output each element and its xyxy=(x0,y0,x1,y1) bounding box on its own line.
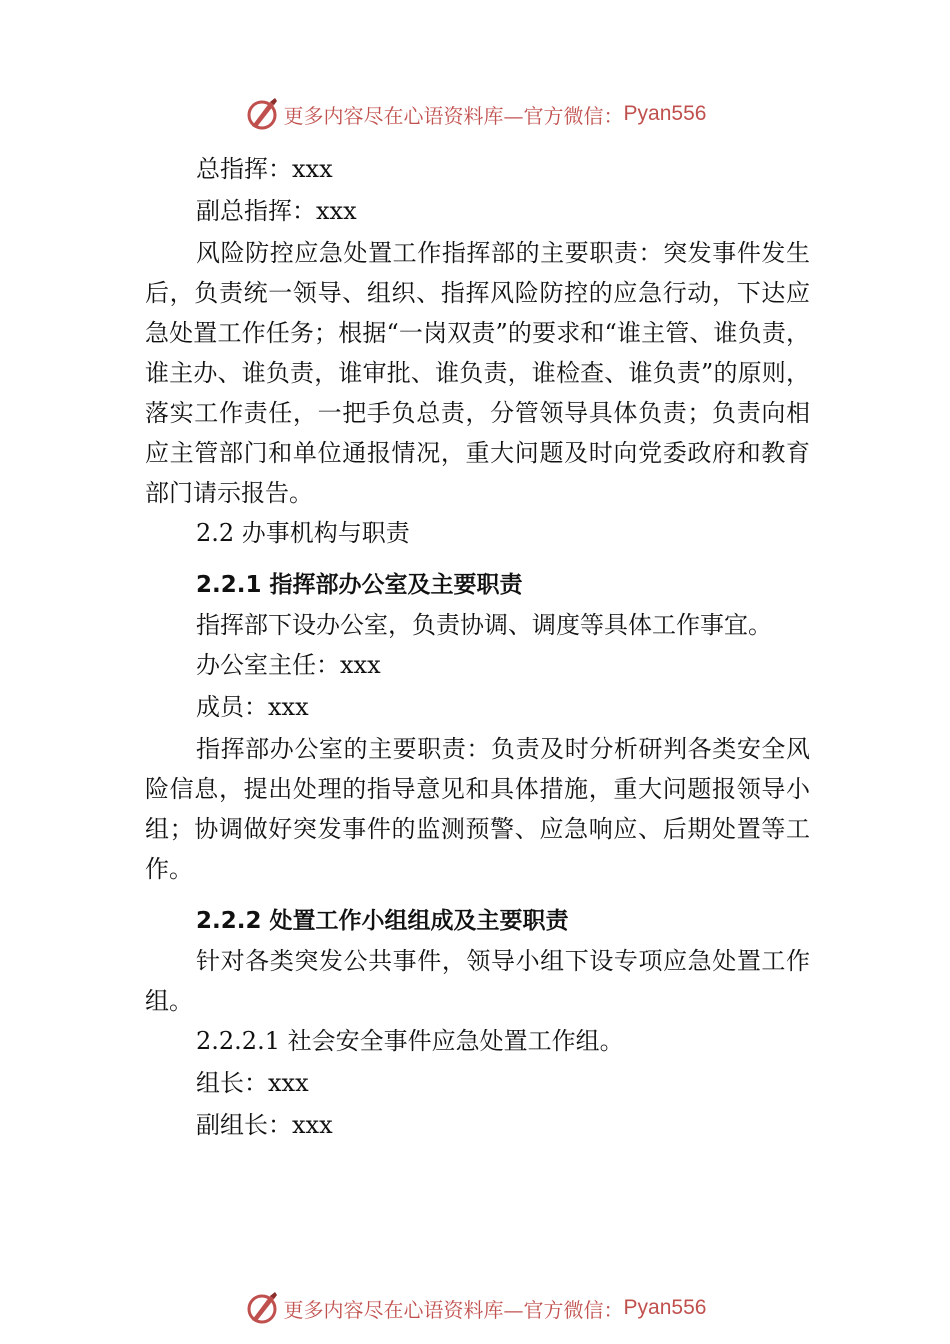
commander-line: 总指挥：xxx xyxy=(196,155,333,183)
working-groups-paragraph: 针对各类突发公共事件，领导小组下设专项应急处置工作组。 xyxy=(145,947,810,1015)
heading-2-2-2: 2.2.2 处置工作小组组成及主要职责 xyxy=(196,908,569,934)
group-leader-line: 组长：xxx xyxy=(196,1069,309,1097)
watermark-wechat-id: Pyan556 xyxy=(623,1296,707,1319)
watermark-wechat-id: Pyan556 xyxy=(623,102,707,125)
office-setup-paragraph: 指挥部下设办公室，负责协调、调度等具体工作事宜。 xyxy=(196,611,772,639)
pen-logo-icon xyxy=(244,96,280,132)
office-duties-paragraph: 指挥部办公室的主要职责：负责及时分析研判各类安全风险信息，提出处理的指导意见和具体措施，重大问题报领导小组；协调做好突发事件的监测预警、应急响应、后期处置等工作。 xyxy=(145,735,810,883)
office-director-line: 办公室主任：xxx xyxy=(196,651,381,679)
section-2-2-title: 2.2 办事机构与职责 xyxy=(196,519,410,547)
deputy-group-leader-line: 副组长：xxx xyxy=(196,1111,333,1139)
watermark-text: 更多内容尽在心语资料库—官方微信： xyxy=(283,1297,624,1322)
header-watermark xyxy=(0,94,950,134)
deputy-commander-line: 副总指挥：xxx xyxy=(196,197,357,225)
document-body xyxy=(145,149,810,1145)
commander-duties-paragraph: 风险防控应急处置工作指挥部的主要职责：突发事件发生后，负责统一领导、组织、指挥风险防控的应急行动，下达应急处置工作任务；根据“一岗双责”的要求和“谁主管、谁负责，谁主办、谁负责，谁审批、谁负责，谁检查、谁负责”的原则，落实工作责任，一把手负总责，分管领导具体负责；负责向相应主管部门和单位通报情况，重大问题及时向党委政府和教育部门请示报告。 xyxy=(145,239,810,507)
office-members-line: 成员：xxx xyxy=(196,693,309,721)
footer-watermark xyxy=(0,1288,950,1328)
watermark-text: 更多内容尽在心语资料库—官方微信： xyxy=(283,103,624,128)
section-2-2-2-1-title: 2.2.2.1 社会安全事件应急处置工作组。 xyxy=(196,1027,624,1055)
heading-2-2-1: 2.2.1 指挥部办公室及主要职责 xyxy=(196,572,523,598)
pen-logo-icon xyxy=(244,1290,280,1326)
